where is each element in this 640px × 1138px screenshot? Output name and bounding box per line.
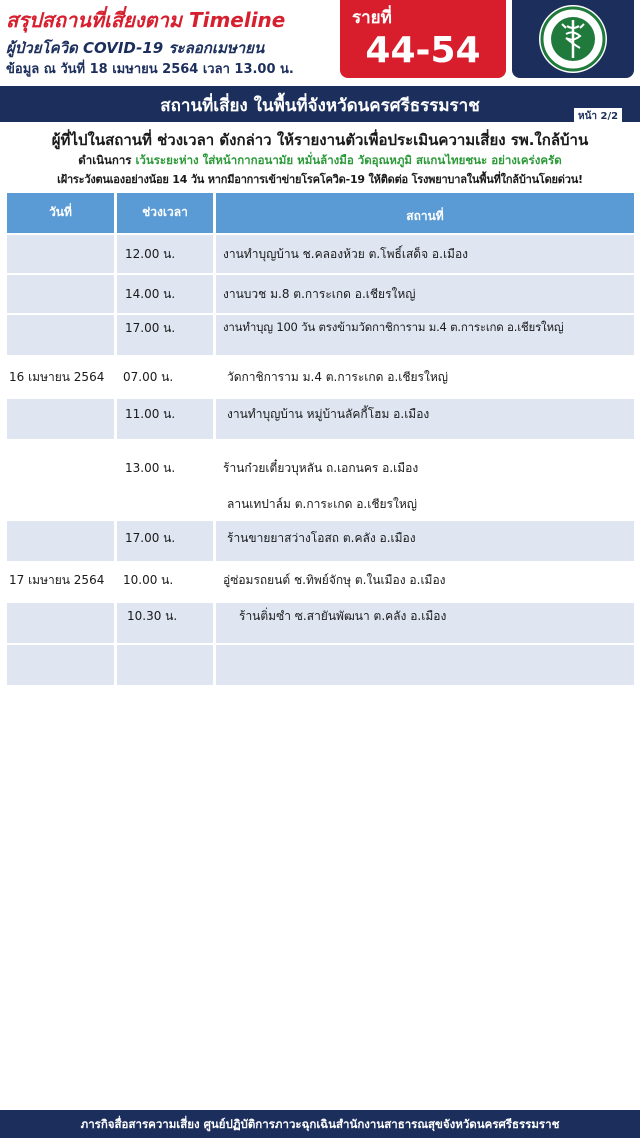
instruction-line-3: เฝ้าระวังตนเองอย่างน้อย 14 วัน หากมีอาการเข้าข่ายโรคโควิด-19 ให้ติดต่อ โรงพยาบาลในพื้นที่ใกล้บ้านโดยด่วน! bbox=[57, 173, 583, 186]
column-header-date: วันที่ bbox=[7, 193, 114, 233]
footer-credit: ภารกิจสื่อสารความเสี่ยง ศูนย์ปฏิบัติการภาวะฉุกเฉินสำนักงานสาธารณสุขจังหวัดนครศรีธรรมราช bbox=[80, 1117, 560, 1131]
row-place: ลานเทปาล์ม ต.การะเกด อ.เชียรใหญ่ bbox=[227, 497, 417, 511]
row-time: 11.00 น. bbox=[125, 407, 176, 421]
row-time: 17.00 น. bbox=[125, 531, 176, 545]
row-place: งานบวช ม.8 ต.การะเกด อ.เชียรใหญ่ bbox=[223, 287, 416, 301]
case-range: 44-54 bbox=[365, 30, 481, 71]
row-place: อู่ซ่อมรถยนต์ ช.ทิพย์จักษุ ต.ในเมือง อ.เมือง bbox=[223, 573, 446, 587]
column-header-time: ช่วงเวลา bbox=[117, 193, 213, 233]
row-date: 17 เมษายน 2564 bbox=[9, 573, 105, 587]
table-row bbox=[7, 645, 634, 685]
row-place: งานทำบุญบ้าน ช.คลองห้วย ต.โพธิ์เสด็จ อ.เมือง bbox=[223, 247, 469, 261]
table-row bbox=[7, 357, 634, 397]
page-subtitle: ผู้ป่วยโควิด COVID-19 ระลอกเมษายน bbox=[6, 39, 265, 57]
table-row bbox=[7, 521, 634, 561]
logo-panel bbox=[512, 0, 634, 78]
footer-bar bbox=[0, 1110, 640, 1138]
table-row bbox=[7, 275, 634, 313]
row-place: ร้านขายยาสว่างโอสถ ต.คลัง อ.เมือง bbox=[227, 531, 416, 545]
instruction-line-2-measures: เว้นระยะห่าง ใส่หน้ากากอนามัย หมั่นล้างมือ วัดอุณหภูมิ สแกนไทยชนะ อย่างเคร่งครัด bbox=[135, 153, 562, 167]
row-time: 10.30 น. bbox=[127, 609, 178, 623]
page-title: สรุปสถานที่เสี่ยงตาม Timeline bbox=[6, 8, 286, 32]
table-row bbox=[7, 441, 634, 487]
row-time: 14.00 น. bbox=[125, 287, 176, 301]
case-range-badge bbox=[340, 0, 506, 78]
header bbox=[0, 0, 640, 84]
instruction-line-2 bbox=[0, 152, 640, 170]
row-place: งานทำบุญบ้าน หมู่บ้านลัคกี้โฮม อ.เมือง bbox=[227, 407, 430, 421]
column-header-place: สถานที่ bbox=[216, 193, 634, 233]
row-place: วัดกาชิการาม ม.4 ต.การะเกด อ.เชียรใหญ่ bbox=[227, 370, 448, 384]
row-time: 17.00 น. bbox=[125, 321, 176, 335]
row-time: 12.00 น. bbox=[125, 247, 176, 261]
row-place: ร้านติ่มซำ ซ.สายันพัฒนา ต.คลัง อ.เมือง bbox=[239, 609, 447, 623]
row-time: 10.00 น. bbox=[123, 573, 174, 587]
section-bar bbox=[0, 86, 640, 122]
row-place: งานทำบุญ 100 วัน ตรงข้ามวัดกาชิการาม ม.4 ต.การะเกด อ.เชียรใหญ่ bbox=[223, 320, 564, 334]
case-label: รายที่ bbox=[352, 8, 392, 28]
row-time: 07.00 น. bbox=[123, 370, 174, 384]
data-date: ข้อมูล ณ วันที่ 18 เมษายน 2564 เวลา 13.00 น. bbox=[6, 62, 294, 77]
table-row bbox=[7, 603, 634, 643]
instruction-line-2-prefix: ดำเนินการ bbox=[78, 153, 136, 167]
row-date: 16 เมษายน 2564 bbox=[9, 370, 105, 384]
table-row bbox=[7, 235, 634, 273]
table-row bbox=[7, 315, 634, 355]
row-time: 13.00 น. bbox=[125, 461, 176, 475]
row-place: ร้านก๋วยเตี๋ยวบุหลัน ถ.เอกนคร อ.เมือง bbox=[223, 461, 419, 475]
ministry-of-public-health-logo bbox=[536, 2, 610, 76]
table-row bbox=[7, 563, 634, 601]
table-row bbox=[7, 399, 634, 439]
page-number: หน้า 2/2 bbox=[574, 108, 622, 125]
instruction-line-1: ผู้ที่ไปในสถานที่ ช่วงเวลา ดังกล่าว ให้รายงานตัวเพื่อประเมินความเสี่ยง รพ.ใกล้บ้าน bbox=[51, 131, 589, 149]
table-row bbox=[7, 489, 634, 519]
section-title: สถานที่เสี่ยง ในพื้นที่จังหวัดนครศรีธรรมราช bbox=[160, 96, 480, 116]
